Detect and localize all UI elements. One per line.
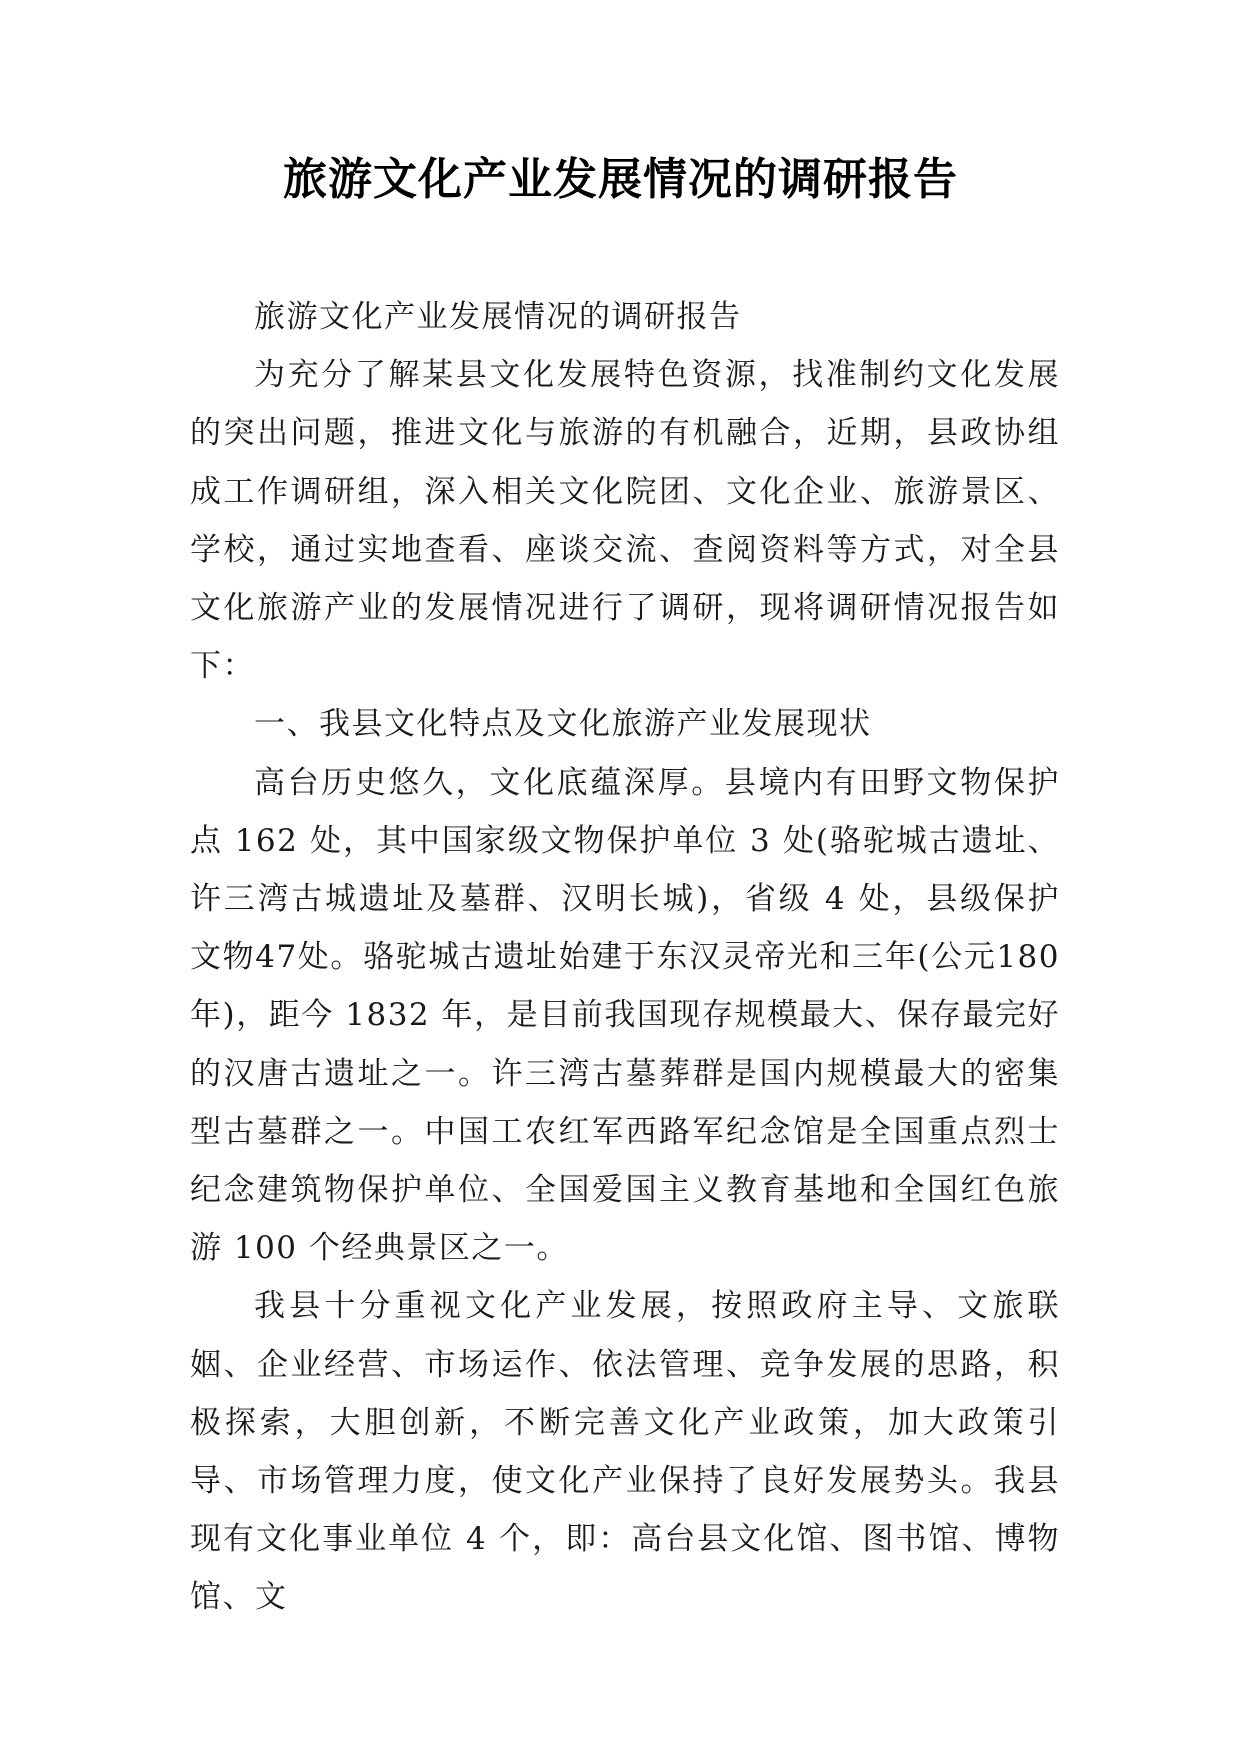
paragraph-subtitle: 旅游文化产业发展情况的调研报告 bbox=[254, 299, 742, 335]
document-title: 旅游文化产业发展情况的调研报告 bbox=[283, 154, 958, 205]
section-heading-1: 一、我县文化特点及文化旅游产业发展现状 bbox=[254, 706, 872, 743]
paragraph-industry: 我县十分重视文化产业发展，按照政府主导、文旅联姻、企业经营、市场运作、依法管理、竞争发展的思路，积极探索，大胆创新，不断完善文化产业政策，加大政策引导、市场管理力度，使文化产业保持了良好发展势头。我县现有文化事业单位 4 个，即：高台县文化馆、图书馆、博物馆、文 bbox=[190, 1288, 1060, 1616]
paragraph-history: 高台历史悠久，文化底蕴深厚。县境内有田野文物保护点 162 处，其中国家级文物保护单位 3 处(骆驼城古遗址、许三湾古城遗址及墓群、汉明长城)，省级 4 处，县级保护文物47处。骆驼城古遗址始建于东汉灵帝光和三年(公元180年)，距今 1832 年，是目前我国现存规模最大、保存最完好的汉唐古遗址之一。许三湾古墓葬群是国内规模最大的密集型古墓群之一。中国工农红军西路军纪念馆是全国重点烈士纪念建筑物保护单位、全国爱国主义教育基地和全国红色旅游 100 个经典景区之一。 bbox=[190, 764, 1060, 1267]
paragraph-introduction: 为充分了解某县文化发展特色资源，找准制约文化发展的突出问题，推进文化与旅游的有机融合，近期，县政协组成工作调研组，深入相关文化院团、文化企业、旅游景区、学校，通过实地查看、座谈交流、查阅资料等方式，对全县文化旅游产业的发展情况进行了调研，现将调研情况报告如下： bbox=[190, 357, 1060, 685]
document-body bbox=[190, 288, 1060, 1627]
